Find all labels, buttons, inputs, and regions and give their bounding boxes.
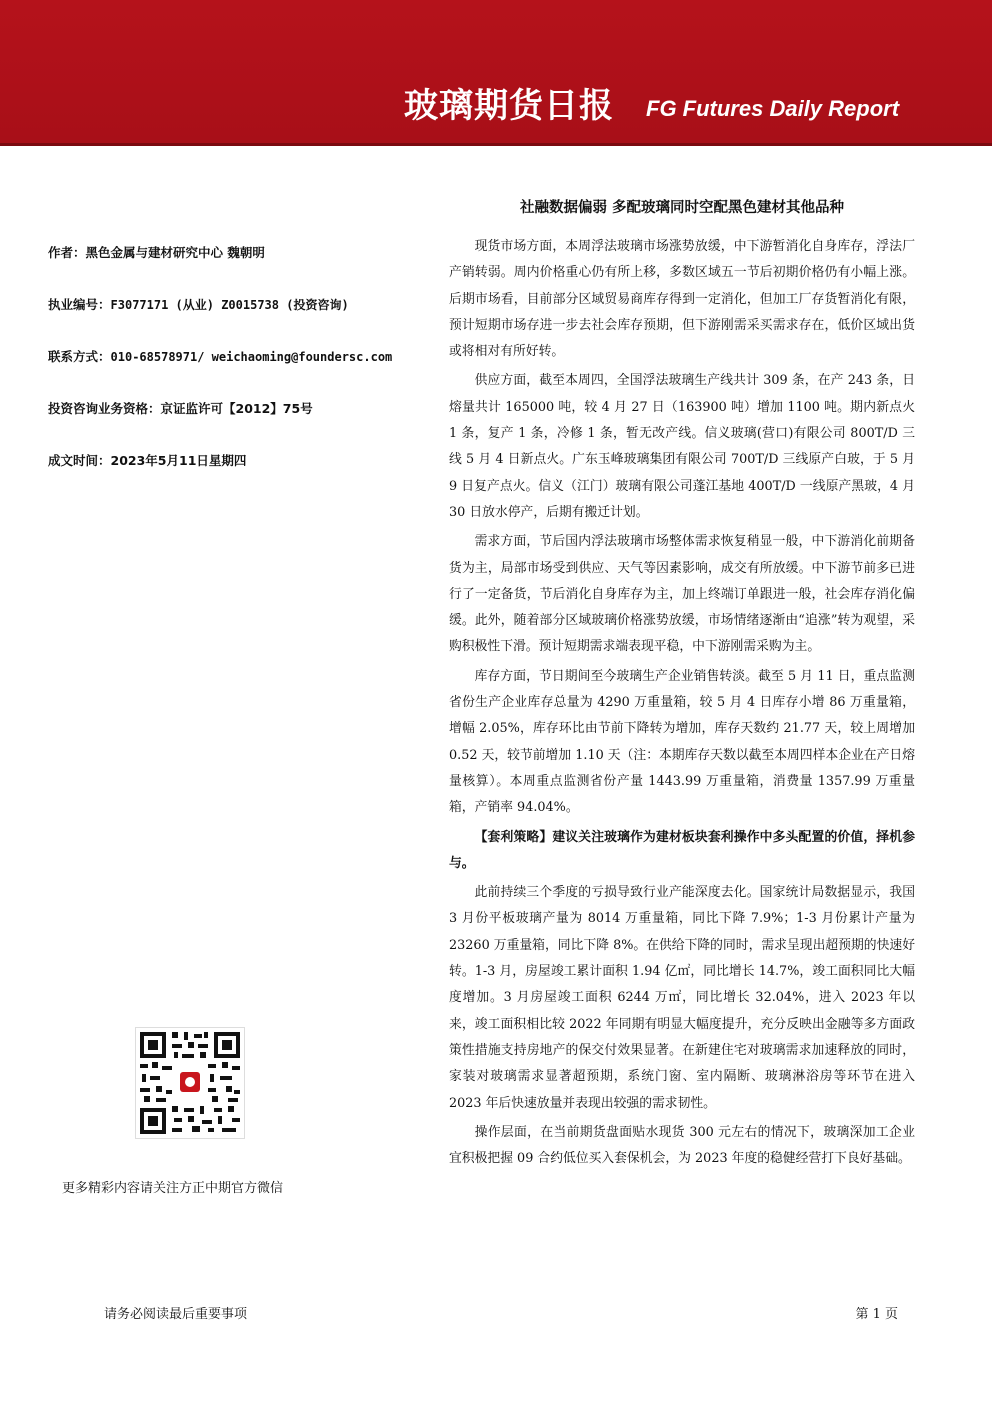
- article-title: 社融数据偏弱 多配玻璃同时空配黑色建材其他品种: [519, 200, 845, 216]
- qr-code-icon: [136, 1028, 244, 1138]
- license-label: 执业编号：: [48, 297, 111, 312]
- qr-caption: 更多精彩内容请关注方正中期官方微信: [62, 1181, 284, 1196]
- qualification-label: 投资咨询业务资格：: [48, 401, 161, 416]
- contact-line: [48, 346, 438, 368]
- contact-value[interactable]: 010-68578971/ weichaoming@foundersc.com: [110, 350, 393, 364]
- author-value: 黑色金属与建材研究中心 魏朝明: [85, 245, 265, 260]
- qualification-line: [48, 398, 438, 420]
- paragraph-operation: 操作层面，在当前期货盘面贴水现货 300 元左右的情况下，玻璃深加工企业宜积极把握 09 合约低位买入套保机会，为 2023 年度的稳健经营打下良好基础。: [449, 1124, 915, 1167]
- date-line: [48, 450, 438, 472]
- article-body: [449, 234, 915, 1175]
- paragraph-inventory: 库存方面，节日期间至今玻璃生产企业销售转淡。截至 5 月 11 日，重点监测省份生产企业库存总量为 4290 万重量箱，较 5 月 4 日库存小增 86 万重量箱，增幅 2.05%，库存环比由节前下降转为增加，库存天数约 21.77 天，较上周增加 0.52 天，较节前增加 1.10 天（注：本期库存天数以截至本周四样本企业在产日熔量核算）。本周重点监测省份产量 1443.99 万重量箱，消费量 1357.99 万重量箱，产销率 94.04%。: [449, 668, 915, 816]
- page-number: 第 1 页: [855, 1307, 898, 1322]
- contact-label: 联系方式：: [48, 349, 111, 364]
- date-value: 2023年5月11日星期四: [110, 453, 247, 468]
- date-label: 成文时间：: [48, 453, 111, 468]
- qualification-value: 京证监许可【2012】75号: [160, 401, 313, 416]
- wechat-qr-code: [135, 1027, 245, 1139]
- report-title-cn: 玻璃期货日报: [404, 86, 614, 126]
- paragraph-supply: 供应方面，截至本周四，全国浮法玻璃生产线共计 309 条，在产 243 条，日熔量共计 165000 吨，较 4 月 27 日（163900 吨）增加 1100 吨。期内新点火 1 条，复产 1 条，冷修 1 条，暂无改产线。信义玻璃(营口)有限公司 800T/D 三线 5 月 4 日新点火。广东玉峰玻璃集团有限公司 700T/D 三线原产白玻，于 5 月 9 日复产点火。信义（江门）玻璃有限公司蓬江基地 400T/D 一线原产黑玻，4 月 30 日放水停产，后期有搬迁计划。: [449, 373, 915, 520]
- license-line: [48, 294, 438, 316]
- report-title-en: FG Futures Daily Report: [646, 96, 900, 121]
- footer-notice: 请务必阅读最后重要事项: [104, 1307, 248, 1322]
- paragraph-strategy: 【套利策略】建议关注玻璃作为建材板块套利操作中多头配置的价值，择机参与。: [449, 829, 915, 871]
- paragraph-spot-market: 现货市场方面，本周浮法玻璃市场涨势放缓，中下游暂消化自身库存，浮法厂产销转弱。周内价格重心仍有所上移，多数区域五一节后初期价格仍有小幅上涨。后期市场看，目前部分区域贸易商库存得到一定消化，但加工厂存货暂消化有限，预计短期市场存进一步去社会库存预期，但下游刚需采买需求存在，低价区域出货或将相对有所好转。: [449, 239, 915, 360]
- author-line: [48, 242, 438, 264]
- license-value: F3077171 (从业) Z0015738 (投资咨询): [110, 298, 349, 312]
- paragraph-capacity: 此前持续三个季度的亏损导致行业产能深度去化。国家统计局数据显示，我国 3 月份平板玻璃产量为 8014 万重量箱，同比下降 7.9%；1-3 月份累计产量为 23260 万重量箱，同比下降 8%。在供给下降的同时，需求呈现出超预期的快速好转。1-3 月，房屋竣工累计面积 1.94 亿㎡，同比增长 14.7%，竣工面积同比大幅度增加。3 月房屋竣工面积 6244 万㎡，同比增长 32.04%，进入 2023 年以来，竣工面积相比较 2022 年同期有明显大幅度提升，充分反映出金融等多方面政策性措施支持房地产的保交付效果显著。在新建住宅对玻璃需求加速释放的同时，家装对玻璃需求显著超预期，系统门窗、室内隔断、玻璃淋浴房等环节在进入 2023 年后快速放量并表现出较强的需求韧性。: [449, 885, 915, 1111]
- paragraph-demand: 需求方面，节后国内浮法玻璃市场整体需求恢复稍显一般，中下游消化前期备货为主，局部市场受到供应、天气等因素影响，成交有所放缓。中下游节前多已进行了一定备货，节后消化自身库存为主，加上终端订单跟进一般，社会库存消化偏缓。此外，随着部分区域玻璃价格涨势放缓，市场情绪逐渐由“追涨”转为观望，采购积极性下滑。预计短期需求端表现平稳，中下游刚需采购为主。: [449, 534, 915, 655]
- header-rule: [0, 143, 992, 146]
- author-label: 作者：: [48, 245, 86, 260]
